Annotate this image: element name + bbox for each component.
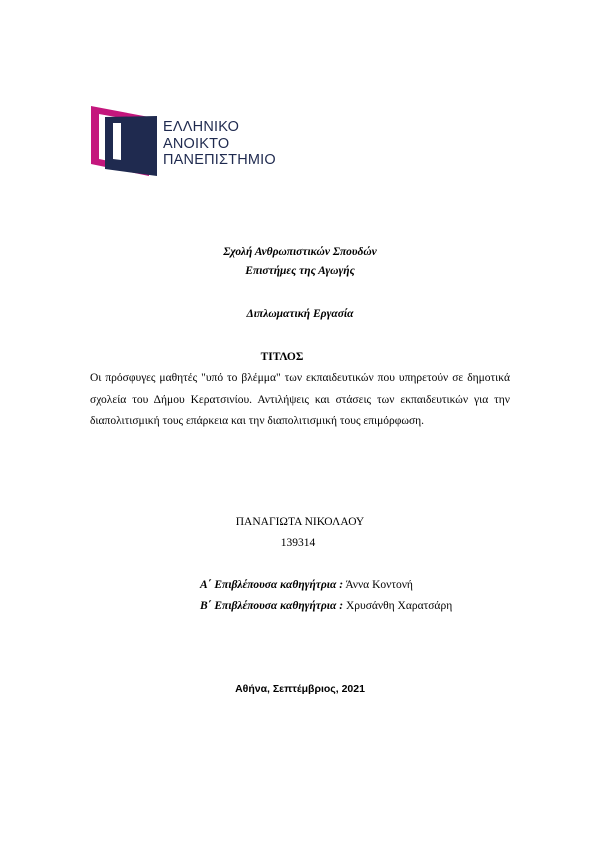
program-name: Επιστήμες της Αγωγής <box>245 265 355 277</box>
logo-white-slit <box>113 123 121 160</box>
document-type: Διπλωματική Εργασία <box>246 308 354 320</box>
thesis-title: Οι πρόσφυγες μαθητές "υπό το βλέμμα" των εκπαιδευτικών που υπηρετούν σε δημοτικά σχολεία του Δήμου Κερατσινίου. Αντιλήψεις και στάσεις των εκπαιδευτικών για την διαπολιτισμική τους επάρκεια και την διαπολιτισμική τους επιμόρφωση. <box>90 372 510 427</box>
supervisor-a-label: Α΄ Επιβλέπουσα καθηγήτρια : <box>200 579 344 591</box>
supervisor-b-name: Χρυσάνθη Χαρατσάρη <box>345 600 453 612</box>
logo-line-2: ΑΝΟΙΚΤΟ <box>163 135 230 152</box>
supervisor-a-name: Άννα Κοντονή <box>345 579 413 591</box>
university-logo-mark <box>91 106 157 176</box>
supervisor-a <box>200 579 413 591</box>
supervisor-b-label: Β΄ Επιβλέπουσα καθηγήτρια : <box>200 600 344 612</box>
author-name: ΠΑΝΑΓΙΩΤΑ ΝΙΚΟΛΑΟΥ <box>235 516 365 528</box>
student-id: 139314 <box>280 537 316 549</box>
supervisor-b <box>200 600 452 612</box>
university-logo-text <box>163 119 276 169</box>
logo-navy-shape <box>105 116 157 176</box>
logo-line-1: ΕΛΛΗΝΙΚΟ <box>163 119 240 135</box>
title-heading: ΤΙΤΛΟΣ <box>260 351 304 363</box>
date-line: Αθήνα, Σεπτέμβριος, 2021 <box>235 683 365 695</box>
logo-line-3: ΠΑΝΕΠΙΣΤΗΜΙΟ <box>163 152 276 168</box>
school-name: Σχολή Ανθρωπιστικών Σπουδών <box>223 246 377 258</box>
